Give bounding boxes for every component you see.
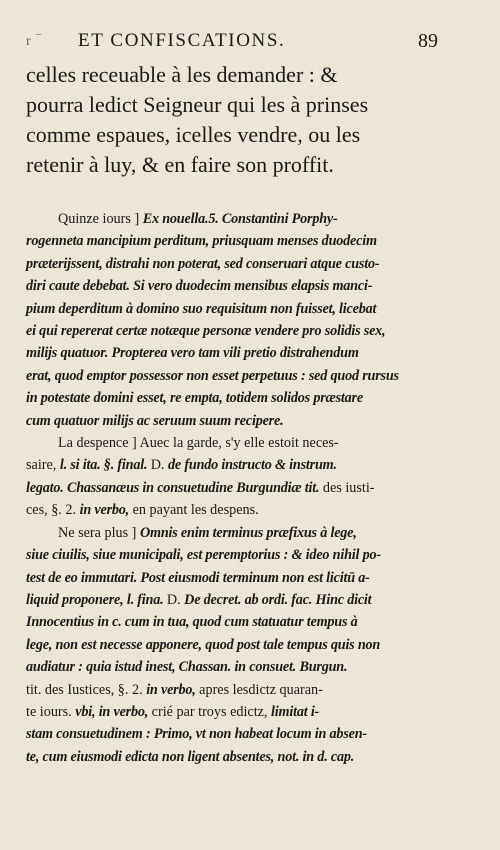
running-title: ET CONFISCATIONS.: [78, 30, 286, 51]
latin-citation: audiatur : quia istud inest, Chassan. in consuet. Burgun.: [26, 659, 348, 676]
latin-citation: siue ciuilis, siue municipali, est peremptorius : & ideo nihil po-: [26, 547, 381, 564]
latin-citation: vbi, in verbo,: [75, 703, 149, 720]
latin-citation: pium deperditum à domino suo requisitum non fuisset, licebat: [26, 300, 377, 317]
note-line: [26, 230, 430, 252]
latin-citation: Innocentius in c. cum in tua, quod cum statuatur tempus à: [26, 614, 358, 631]
note-line: [26, 723, 430, 745]
note-line: [26, 275, 430, 297]
text-line: comme espaues, icelles vendre, ou les: [26, 122, 361, 147]
french-text: La despence ] Auec la garde, s'y elle estoit neces-: [58, 435, 339, 452]
latin-citation: De decret. ab ordi. fac. Hinc dicit: [184, 591, 372, 608]
latin-citation: erat, quod emptor possessor non esset perpetuus : sed quod rursus: [26, 367, 399, 384]
note-line: [26, 499, 430, 521]
note-line: [26, 634, 430, 656]
latin-citation: in verbo,: [146, 681, 196, 698]
note-line: [26, 454, 430, 476]
latin-citation: diri caute debebat. Si vero duodecim mensibus elapsis manci-: [26, 278, 373, 295]
french-text: apres lesdictz quaran-: [195, 681, 323, 698]
note-line: [26, 477, 430, 499]
note-line: [26, 679, 430, 701]
text-line: pourra ledict Seigneur qui les à prinses: [26, 92, 369, 117]
latin-citation: ei qui repererat certæ notæque personæ vendere pro solidis sex,: [26, 323, 386, 340]
page-number: 89: [418, 30, 438, 52]
text-line: retenir à luy, & en faire son proffit.: [26, 152, 334, 177]
latin-citation: stam consuetudinem : Primo, vt non habeat locum in absen-: [26, 726, 367, 743]
french-text: tit. des Iustices, §. 2.: [26, 681, 147, 698]
note-line: [26, 208, 430, 230]
latin-citation: Ex nouella.5. Constantini Porphy-: [142, 211, 338, 227]
latin-citation: l. si ita. §. final.: [59, 457, 151, 474]
latin-citation: te, cum eiusmodi edicta non ligent absentes, not. in d. cap.: [26, 748, 355, 765]
latin-citation: in potestate domini esset, re empta, totidem solidos præstare: [26, 390, 363, 407]
main-text: [26, 60, 428, 180]
latin-citation: de fundo instructo & instrum.: [168, 457, 337, 474]
french-text: ces, §. 2.: [26, 502, 80, 519]
latin-citation: Omnis enim terminus præfixus à lege,: [139, 524, 357, 541]
french-text: D.: [166, 591, 185, 608]
note-line: [26, 567, 430, 589]
latin-citation: rogenneta mancipium perditum, priusquam menses duodecim: [26, 233, 377, 250]
note-line: [26, 432, 430, 454]
french-text: Ne sera plus ]: [58, 524, 140, 541]
latin-citation: limitat i-: [271, 703, 320, 720]
note-line: [26, 746, 430, 768]
french-text: des iusti-: [319, 479, 375, 496]
french-text: crié par troys edictz,: [148, 703, 272, 720]
note-line: [26, 387, 430, 409]
note-line: [26, 253, 430, 275]
latin-citation: lege, non est necesse apponere, quod post tale tempus quis non: [26, 636, 381, 653]
latin-citation: milijs quatuor. Propterea vero tam vili pretio distrahendum: [26, 345, 359, 362]
latin-citation: legato. Chassanæus in consuetudine Burgundiæ tit.: [26, 479, 320, 496]
note-line: [26, 544, 430, 566]
latin-citation: cum quatuor milijs ac seruum suum recipere.: [26, 412, 284, 429]
note-line: [26, 410, 430, 432]
note-line: [26, 365, 430, 387]
running-header: [26, 28, 480, 58]
french-text: saire,: [26, 457, 60, 474]
note-line: [26, 522, 430, 544]
latin-citation: liquid proponere, l. fina.: [26, 591, 167, 608]
note-line: [26, 298, 430, 320]
commentary-notes: [26, 208, 430, 768]
note-line: [26, 320, 430, 342]
latin-citation: in verbo,: [79, 502, 130, 519]
french-text: Quinze iours ]: [58, 211, 143, 227]
corner-mark: r ‾: [26, 34, 42, 49]
note-line: [26, 342, 430, 364]
latin-citation: præterijssent, distrahi non poterat, sed conseruari atque custo-: [26, 255, 380, 272]
latin-citation: test de eo immutari. Post eiusmodi terminum non est licitū a-: [26, 569, 370, 586]
note-line: [26, 656, 430, 678]
french-text: te iours.: [26, 703, 76, 720]
text-line: celles receuable à les demander : &: [26, 62, 338, 87]
note-line: [26, 611, 430, 633]
french-text: en payant les despens.: [129, 502, 259, 519]
french-text: D.: [150, 457, 169, 474]
note-line: [26, 701, 430, 723]
note-line: [26, 589, 430, 611]
